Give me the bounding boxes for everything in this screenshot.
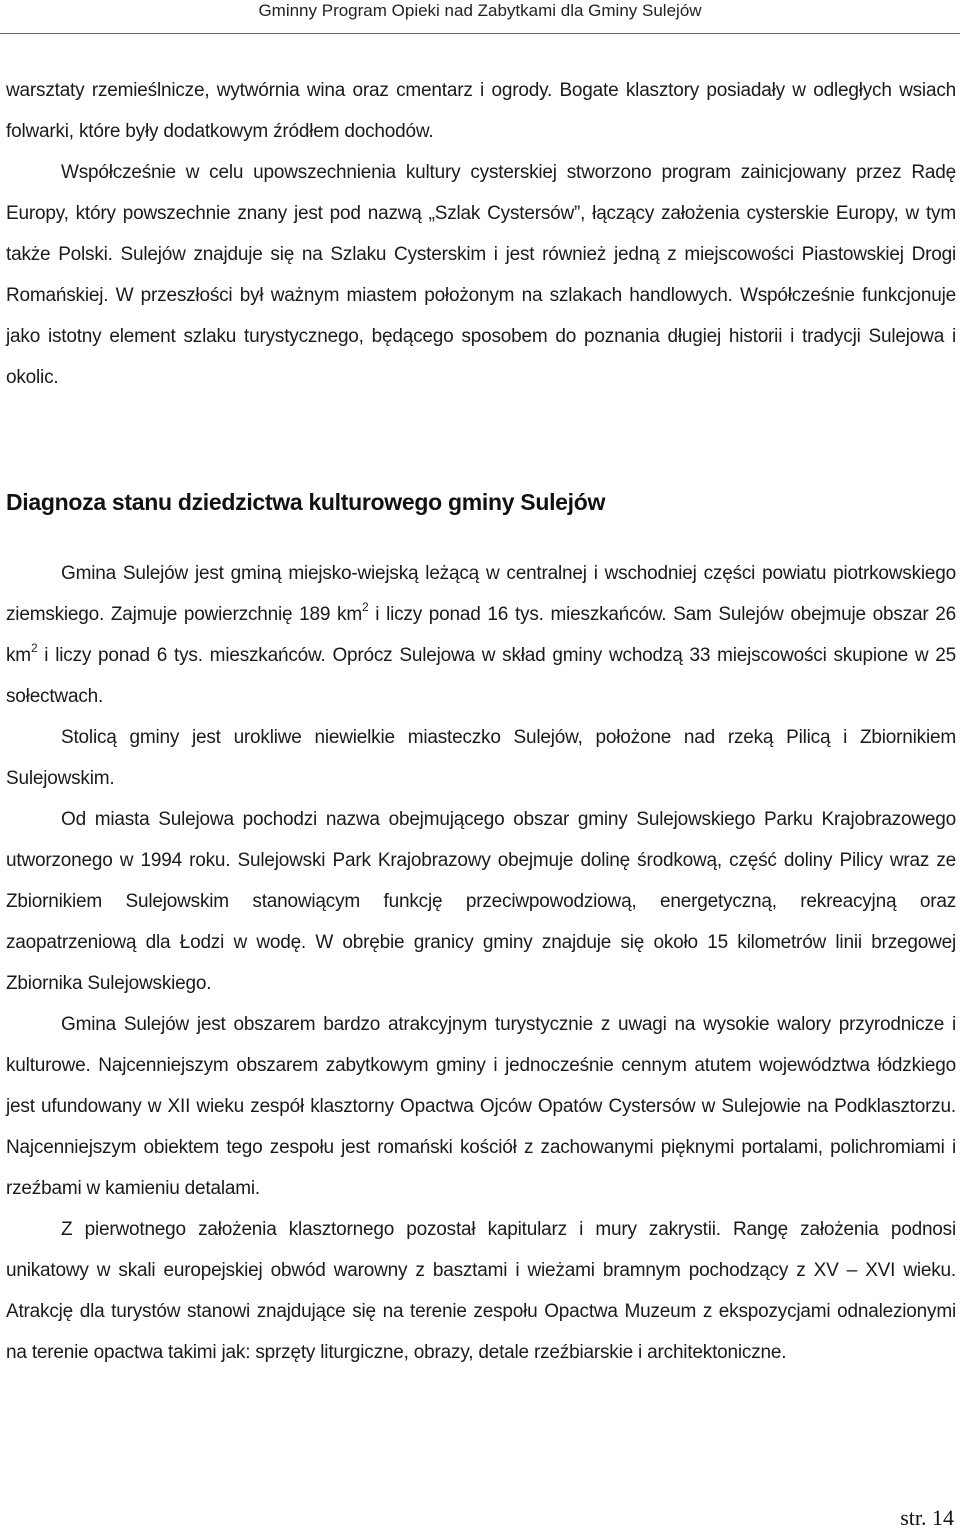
running-header-title: Gminny Program Opieki nad Zabytkami dla Gminy Sulejów [258,1,702,20]
intro-paragraph-2: Współcześnie w celu upowszechnienia kultury cysterskiej stworzono program zainicjowany przez Radę Europy, który powszechnie znany jest pod nazwą „Szlak Cystersów”, łączący założenia cysterskie Europy, w tym także Polski. Sulejów znajduje się na Szlaku Cysterskim i jest również jedną z miejscowości Piastowskiej Drogi Romańskiej. W przeszłości był ważnym miastem położonym na szlakach handlowych. Współcześnie funkcjonuje jako istotny element szlaku turystycznego, będącego sposobem do poznania długiej historii i tradycji Sulejowa i okolic. [6,162,956,388]
running-header [0,0,960,34]
intro-paragraph-1: warsztaty rzemieślnicze, wytwórnia wina oraz cmentarz i ogrody. Bogate klasztory posiadały w odległych wsiach folwarki, które były dodatkowym źródłem dochodów. [6,80,956,142]
superscript-2: 2 [30,641,38,655]
section-heading: Diagnoza stanu dziedzictwa kulturowego gminy Sulejów [6,489,606,515]
section-paragraph-1-part-b: i liczy ponad 16 tys. mieszkańców. Sam Sulejów obejmuje obszar 26 km [6,604,956,666]
section-paragraph-1 [6,553,956,717]
superscript-2: 2 [361,600,369,614]
section-paragraph-1-part-c: i liczy ponad 6 tys. mieszkańców. Oprócz Sulejowa w skład gminy wchodzą 33 miejscowości skupione w 25 sołectwach. [6,645,956,707]
section-paragraph-2: Stolicą gminy jest urokliwe niewielkie miasteczko Sulejów, położone nad rzeką Pilicą i Zbiornikiem Sulejowskim. [6,727,956,789]
section-paragraph-4: Gmina Sulejów jest obszarem bardzo atrakcyjnym turystycznie z uwagi na wysokie walory przyrodnicze i kulturowe. Najcenniejszym obszarem zabytkowym gminy i jednocześnie cennym atutem województwa łódzkiego jest ufundowany w XII wieku zespół klasztorny Opactwa Ojców Opatów Cystersów w Sulejowie na Podklasztorzu. Najcenniejszym obiektem tego zespołu jest romański kościół z zachowanymi pięknymi portalami, polichromiami i rzeźbami w kamieniu detalami. [6,1014,956,1199]
section-paragraph-3: Od miasta Sulejowa pochodzi nazwa obejmującego obszar gminy Sulejowskiego Parku Krajobrazowego utworzonego w 1994 roku. Sulejowski Park Krajobrazowy obejmuje dolinę środkową, część doliny Pilicy wraz ze Zbiornikiem Sulejowskim stanowiącym funkcję przeciwpowodziową, energetyczną, rekreacyjną oraz zaopatrzeniową dla Łodzi w wodę. W obrębie granicy gminy znajduje się około 15 kilometrów linii brzegowej Zbiornika Sulejowskiego. [6,809,956,994]
section-body [6,553,956,1373]
section-paragraph-1-part-a: Gmina Sulejów jest gminą miejsko-wiejską leżącą w centralnej i wschodniej części powiatu piotrkowskiego ziemskiego. Zajmuje powierzchnię 189 km [6,563,956,625]
page-number: str. 14 [900,1505,954,1530]
page-content [6,70,956,1373]
section-paragraph-5: Z pierwotnego założenia klasztornego pozostał kapitularz i mury zakrystii. Rangę założenia podnosi unikatowy w skali europejskiej obwód warowny z basztami i wieżami bramnym pochodzący z XV – XVI wieku. Atrakcję dla turystów stanowi znajdujące się na terenie zespołu Opactwa Muzeum z ekspozycjami odnalezionymi na terenie opactwa takimi jak: sprzęty liturgiczne, obrazy, detale rzeźbiarskie i architektoniczne. [6,1219,956,1363]
